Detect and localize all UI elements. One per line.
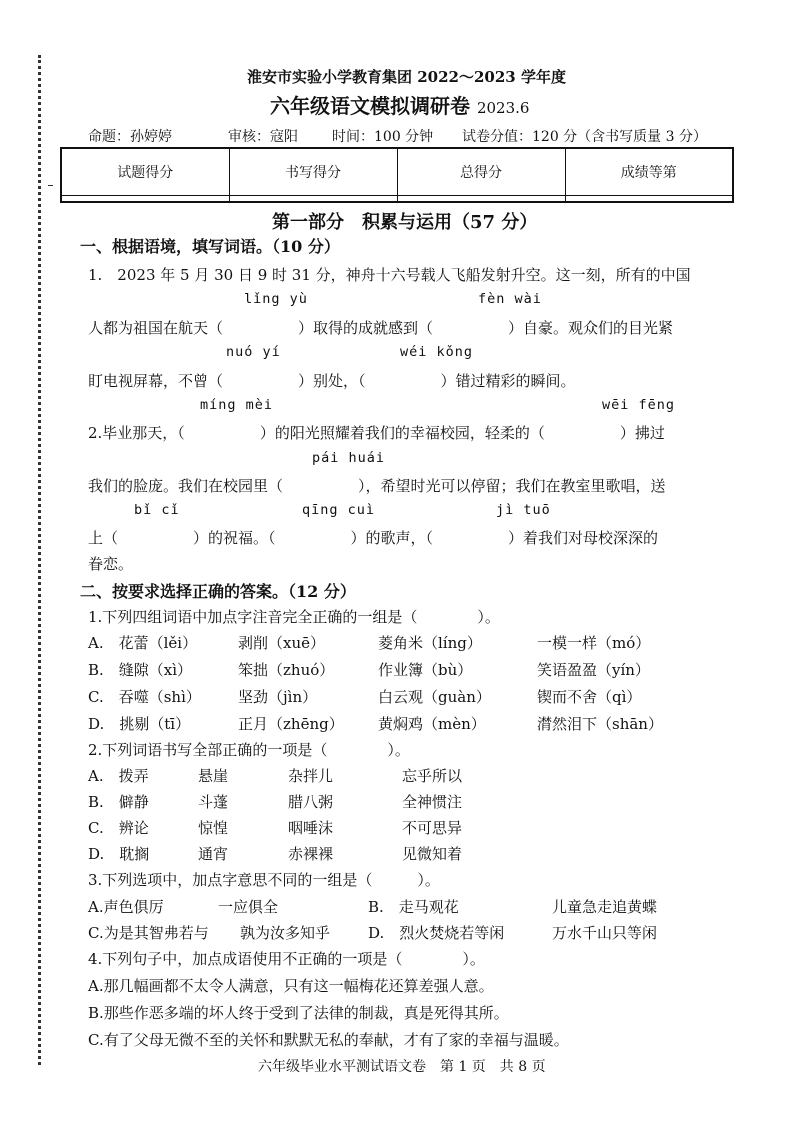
s2-q2-option-d-2: 通宵 — [198, 845, 229, 863]
s2-q2-option-d: D. 耽搁 — [88, 845, 150, 863]
score-header-cell: 成绩等第 — [565, 148, 733, 195]
q1-line3: 盯电视屏幕，不曾（ ）别处，（ ）错过精彩的瞬间。 — [88, 372, 576, 390]
s2-q1-option-a-2: 剥削（xuē） — [238, 634, 325, 652]
s2-q3-option-b: B. 走马观花 — [368, 898, 459, 916]
score-cell-writing[interactable] — [229, 195, 397, 202]
q2-line3: 上（ ）的祝福。（ ）的歌声，（ ）着我们对母校深深的 — [88, 529, 659, 547]
exam-title-text: 六年级语文模拟调研卷 — [270, 94, 470, 118]
pinyin-mingmei: míng mèi — [200, 397, 274, 413]
s2-q2-stem: 2.下列词语书写全部正确的一项是（ ）。 — [88, 741, 410, 759]
s2-q3-option-d: D. 烈火焚烧若等闲 — [368, 924, 505, 942]
s2-q1-option-b-3: 作业簿（bù） — [378, 661, 473, 679]
score-table — [60, 147, 734, 203]
s2-q2-option-c-3: 咽唾沫 — [288, 819, 334, 837]
s2-q2-option-b: B. 僻静 — [88, 793, 149, 811]
pinyin-paihuai: pái huái — [312, 450, 386, 466]
score-table-header-row — [61, 148, 733, 195]
s2-q3-stem: 3.下列选项中，加点字意思不同的一组是（ ）。 — [88, 871, 440, 889]
pinyin-nuoyi: nuó yí — [226, 344, 281, 360]
exam-score-total: 试卷分值：120 分（含书写质量 3 分） — [462, 129, 707, 145]
pinyin-fenwai: fèn wài — [478, 291, 542, 307]
s2-q1-stem: 1.下列四组词语中加点字注音完全正确的一组是（ ）。 — [88, 608, 500, 626]
s2-q3-option-a: A.声色俱厉 — [88, 898, 164, 916]
s2-q4-option-a: A.那几幅画都不太令人满意，只有这一幅梅花还算差强人意。 — [88, 977, 494, 995]
s2-q1-option-d-2: 正月（zhēng） — [238, 715, 344, 733]
exam-time: 时间：100 分钟 — [332, 129, 434, 145]
s2-q1-option-a-4: 一模一样（mó） — [537, 634, 651, 652]
s2-q2-option-a-3: 杂拌儿 — [288, 767, 334, 785]
score-table-value-row — [61, 195, 733, 202]
section1-title: 一、根据语境，填写词语。（10 分） — [80, 237, 340, 256]
s2-q1-option-d-3: 黄焖鸡（mèn） — [378, 715, 486, 733]
s2-q1-option-c-3: 白云观（guàn） — [378, 688, 491, 706]
s2-q3-option-c-2: 孰为汝多知乎 — [240, 924, 331, 942]
s2-q3-option-d-2: 万水千山只等闲 — [552, 924, 658, 942]
binding-margin-mark — [48, 185, 53, 186]
s2-q1-option-c: C. 吞噬（shì） — [88, 688, 201, 706]
pinyin-jituo: jì tuō — [496, 502, 551, 518]
score-cell-grade[interactable] — [565, 195, 733, 202]
score-header-cell: 书写得分 — [229, 148, 397, 195]
s2-q1-option-b: B. 缝隙（xì） — [88, 661, 193, 679]
s2-q4-option-b: B.那些作恶多端的坏人终于受到了法律的制裁，真是死得其所。 — [88, 1004, 509, 1022]
s2-q3-option-b-2: 儿童急走追黄蝶 — [552, 898, 658, 916]
exam-title — [270, 90, 529, 119]
s2-q1-option-d: D. 挑剔（tī） — [88, 715, 191, 733]
s2-q2-option-a: A. 拨弄 — [88, 767, 149, 785]
s2-q1-option-b-2: 笨拙（zhuó） — [238, 661, 335, 679]
score-header-cell: 总得分 — [397, 148, 565, 195]
s2-q2-option-c-4: 不可思异 — [402, 819, 463, 837]
q1-line2: 人都为祖国在航天（ ）取得的成就感到（ ）自豪。观众们的目光紧 — [88, 319, 674, 337]
s2-q2-option-c-2: 惊惶 — [198, 819, 229, 837]
s2-q1-option-c-4: 锲而不舍（qì） — [537, 688, 642, 706]
exam-reviewer: 审核：寇阳 — [228, 129, 298, 145]
s2-q1-option-c-2: 坚劲（jìn） — [238, 688, 318, 706]
s2-q1-option-d-4: 潸然泪下（shān） — [537, 715, 663, 733]
q2-line1: 2.毕业那天，（ ）的阳光照耀着我们的幸福校园，轻柔的（ ）拂过 — [88, 424, 665, 442]
pinyin-weifeng: wēi fēng — [602, 397, 676, 413]
s2-q1-option-a: A. 花蕾（lěi） — [88, 634, 198, 652]
s2-q2-option-d-4: 见微知着 — [402, 845, 463, 863]
school-title: 淮安市实验小学教育集团 2022～2023 学年度 — [247, 68, 566, 86]
score-cell-question[interactable] — [61, 195, 229, 202]
s2-q2-option-c: C. 辨论 — [88, 819, 149, 837]
s2-q4-stem: 4.下列句子中，加点成语使用不正确的一项是（ ）。 — [88, 950, 485, 968]
q1-line1: 1. 2023 年 5 月 30 日 9 时 31 分，神舟十六号载人飞船发射升空。这一刻，所有的中国 — [88, 266, 691, 284]
s2-q2-option-a-4: 忘乎所以 — [402, 767, 463, 785]
s2-q3-option-c: C.为是其智弗若与 — [88, 924, 209, 942]
s2-q4-option-c: C.有了父母无微不至的关怀和默默无私的奉献，才有了家的幸福与温暖。 — [88, 1031, 569, 1049]
pinyin-bici: bǐ cǐ — [134, 502, 180, 518]
score-cell-total[interactable] — [397, 195, 565, 202]
exam-date: 2023.6 — [476, 99, 530, 117]
s2-q1-option-a-3: 菱角米（líng） — [378, 634, 482, 652]
pinyin-lingyu: lǐng yù — [244, 291, 308, 307]
page-footer: 六年级毕业水平测试语文卷 第 1 页 共 8 页 — [258, 1059, 546, 1075]
s2-q2-option-a-2: 悬崖 — [198, 767, 229, 785]
s2-q2-option-b-4: 全神惯注 — [402, 793, 463, 811]
s2-q2-option-d-3: 赤裸裸 — [288, 845, 334, 863]
pinyin-weikong: wéi kǒng — [400, 344, 474, 360]
section2-title: 二、按要求选择正确的答案。（12 分） — [80, 582, 356, 601]
s2-q2-option-b-3: 腊八粥 — [288, 793, 334, 811]
q2-line4: 眷恋。 — [88, 555, 134, 573]
exam-author: 命题：孙婷婷 — [88, 129, 172, 145]
s2-q3-option-a-2: 一应俱全 — [218, 898, 279, 916]
score-header-cell: 试题得分 — [61, 148, 229, 195]
s2-q1-option-b-4: 笑语盈盈（yín） — [537, 661, 650, 679]
q2-line2: 我们的脸庞。我们在校园里（ ），希望时光可以停留；我们在教室里歌唱，送 — [88, 477, 666, 495]
pinyin-qingcui: qīng cuì — [302, 502, 376, 518]
s2-q2-option-b-2: 斗蓬 — [198, 793, 229, 811]
binding-margin-dots — [38, 55, 41, 1065]
part1-title: 第一部分 积累与运用（57 分） — [272, 212, 538, 233]
